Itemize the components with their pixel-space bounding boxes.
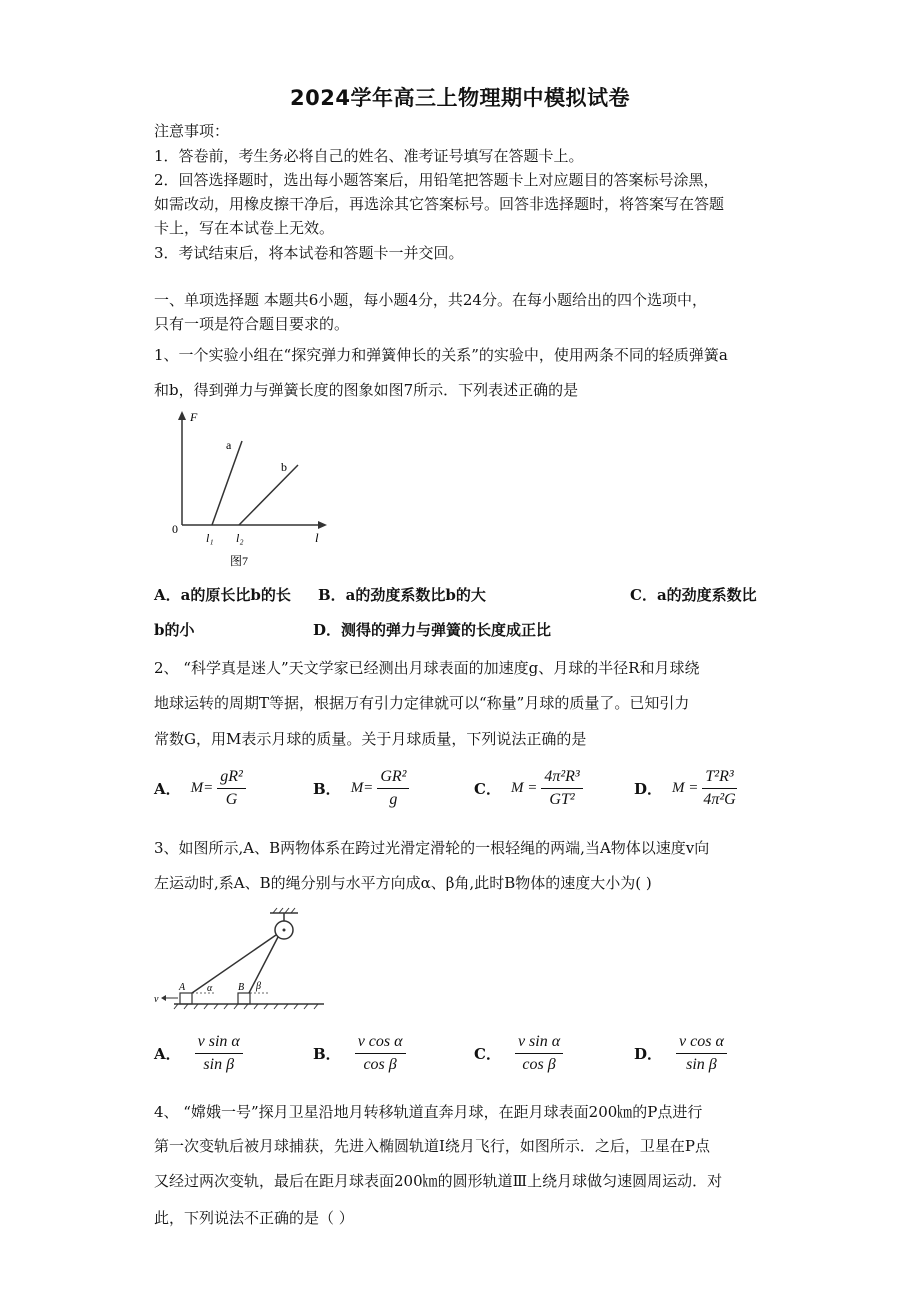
question-3-text: 左运动时,系A、B的绳分别与水平方向成α、β角,此时B物体的速度大小为( ) [154,874,652,892]
q3-option-a: A． $\frac{\text{v sin α}}{\text{sin β}}$ [154,1033,243,1074]
page-title: 2024学年高三上物理期中模拟试卷 [290,86,630,110]
origin-label: 0 [172,522,178,536]
notice-item: 如需改动，用橡皮擦干净后，再选涂其它答案标号。回答非选择题时，将答案写在答题 [154,195,725,213]
q2-option-b: B． M= $\frac{\text{GR²}}{g}$ [313,768,409,809]
question-4-text: 此，下列说法不正确的是（ ） [154,1209,354,1227]
line-b [239,465,298,525]
q3-option-c: C． $\frac{\text{v sin α}}{\text{cos β}}$ [474,1033,563,1074]
q2-option-a: A． M= $\frac{\text{gR²}}{G}$ [154,768,246,809]
alpha-label: α [207,983,213,994]
q1-option-c: C．a的劲度系数比 [630,586,757,604]
q2-option-d: D． M = $\frac{\text{T²R³}}{\text{4π²G}}$ [634,768,736,808]
beta-label: β [256,981,261,992]
x-axis-arrow [318,521,327,529]
q1-option-b: B．a的劲度系数比b的大 [318,586,486,604]
y-axis-arrow [178,411,186,420]
block-a-label: A [179,982,186,993]
line-b-label: b [281,460,287,474]
q3-option-b: B． $\frac{\text{v cos α}}{\text{cos β}}$ [313,1033,406,1074]
q1-option-a: A．a的原长比b的长 [154,586,291,604]
q2-option-c: C． M = $\frac{\text{4π²R³}}{\text{GT²}}$ [474,768,583,809]
q3-option-d: D． $\frac{\text{v cos α}}{\text{sin β}}$ [634,1033,727,1074]
question-2-text: 地球运转的周期T等据，根据万有引力定律就可以“称量”月球的质量了。已知引力 [154,694,690,712]
figure-caption: 图7 [230,554,249,568]
question-2-text: 2、 “科学真是迷人”天文学家已经测出月球表面的加速度g、月球的半径R和月球绕 [154,659,700,677]
question-2-text: 常数G，用M表示月球的质量。关于月球质量，下列说法正确的是 [154,730,587,748]
question-4-text: 又经过两次变轨，最后在距月球表面200㎞的圆形轨道Ⅲ上绕月球做匀速圆周运动．对 [154,1172,723,1190]
block-a [180,993,192,1004]
notice-item: 2．回答选择题时，选出每小题答案后，用铅笔把答题卡上对应题目的答案标号涂黑， [154,171,719,189]
line-a-label: a [226,438,232,452]
question-3-text: 3、如图所示,A、B两物体系在跨过光滑定滑轮的一根轻绳的两端,当A物体以速度v向 [154,839,710,857]
velocity-arrowhead [161,995,166,1001]
pulley-axle [283,929,286,932]
notice-item: 卡上，写在本试卷上无效。 [154,219,335,237]
rope-b [249,937,278,993]
q1-option-d: D．测得的弹力与弹簧的长度成正比 [313,621,552,639]
x-axis-label: l [315,530,319,545]
tick-l1: l₁ [206,531,214,545]
block-b-label: B [238,982,245,993]
block-b [238,993,250,1004]
question-4-text: 第一次变轨后被月球捕获，先进入椭圆轨道Ⅰ绕月飞行，如图所示．之后，卫星在P点 [154,1137,711,1155]
notice-item: 3．考试结束后，将本试卷和答题卡一并交回。 [154,244,464,262]
question-4-text: 4、 “嫦娥一号”探月卫星沿地月转移轨道直奔月球，在距月球表面200㎞的P点进行 [154,1103,703,1121]
question-1-text: 1、一个实验小组在“探究弹力和弹簧伸长的关系”的实验中，使用两条不同的轻质弹簧a [154,346,728,364]
tick-l2: l₂ [236,531,244,545]
section-heading: 一、单项选择题 本题共6小题，每小题4分，共24分。在每小题给出的四个选项中， [154,291,707,309]
notice-item: 1．答卷前，考生务必将自己的姓名、准考证号填写在答题卡上。 [154,147,584,165]
section-heading: 只有一项是符合题目要求的。 [154,315,350,333]
q1-option-c-cont: b的小 [154,621,195,639]
spring-graph-figure [160,405,340,575]
y-axis-label: F [190,410,198,424]
pulley-figure [152,905,332,1015]
velocity-label: v [154,994,159,1005]
question-1-text: 和b，得到弹力与弹簧长度的图象如图7所示．下列表述正确的是 [154,381,579,399]
notice-heading: 注意事项： [154,122,230,140]
line-a [212,441,242,525]
